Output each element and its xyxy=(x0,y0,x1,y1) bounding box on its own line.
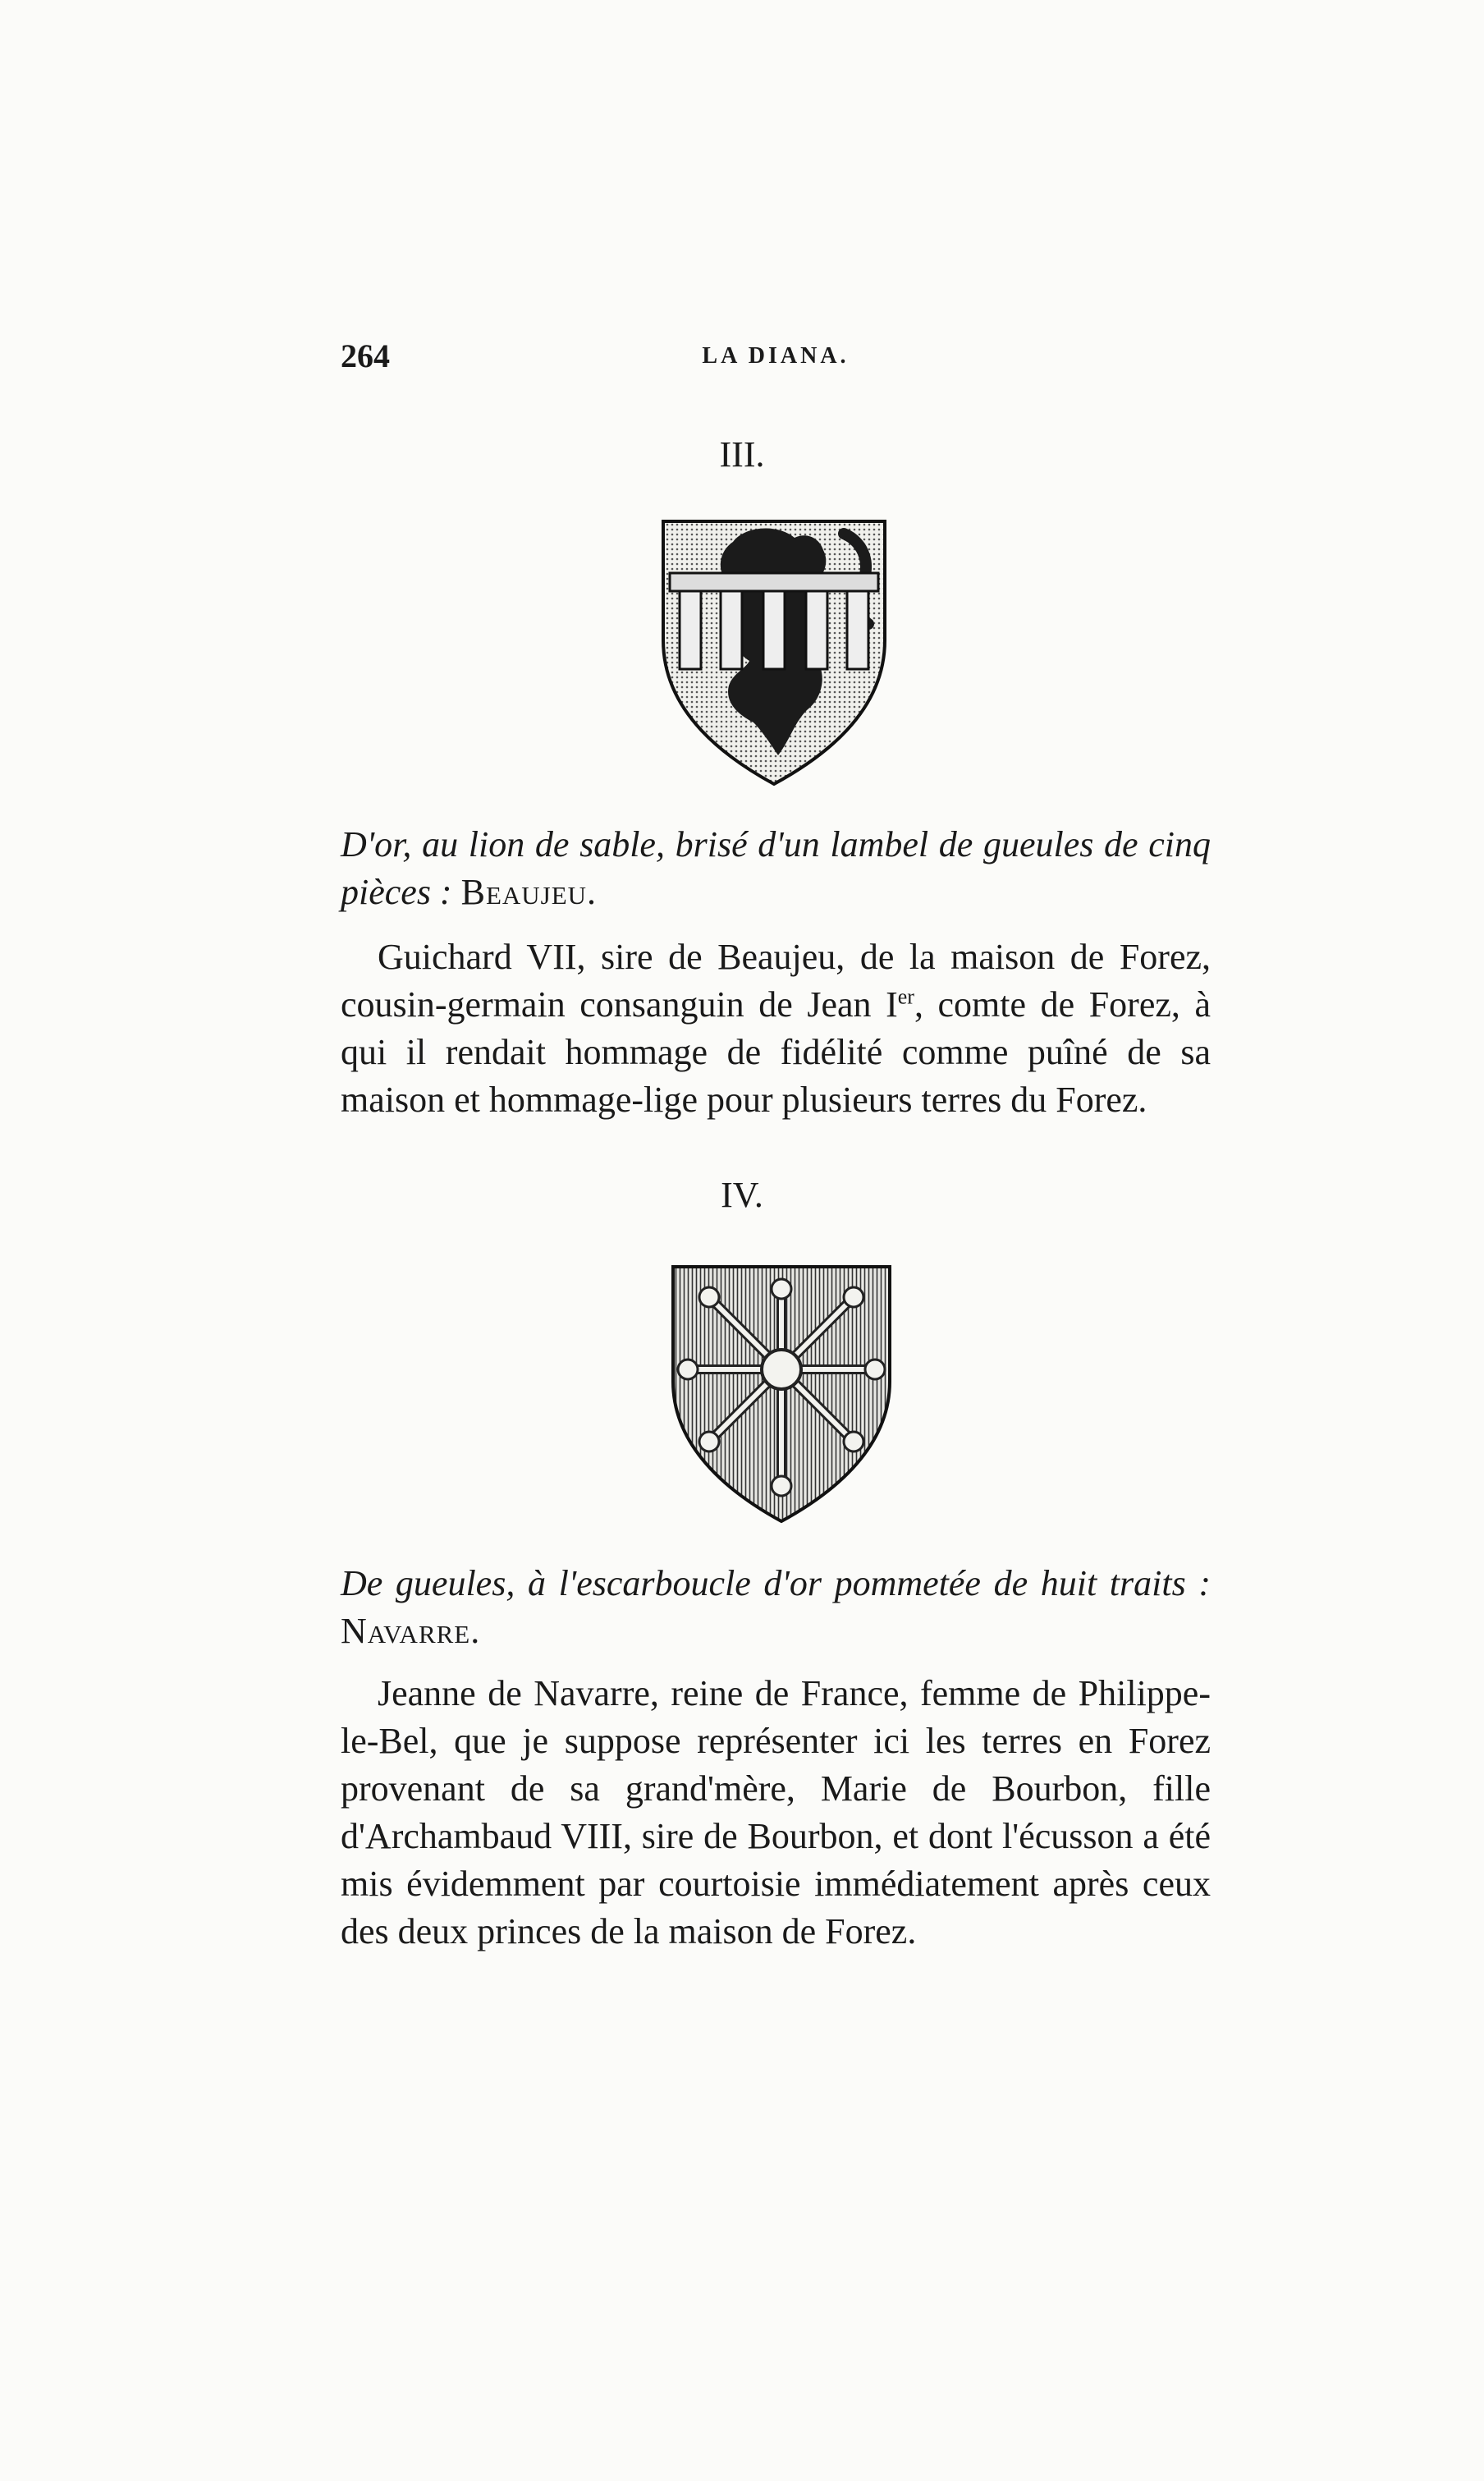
blazon-text: D'or, au lion de sable, brisé d'un lambel de gueules de cinq pièces : xyxy=(341,824,1211,912)
blazon-navarre xyxy=(341,1560,1211,1655)
paragraph-guichard xyxy=(341,933,1211,1124)
paragraph-jeanne: Jeanne de Navarre, reine de France, femme de Philippe-le-Bel, que je suppose représenter ici les terres en Forez provenant de sa grand'mère, Marie de Bourbon, fille d'Archambaud VIII, sire de Bourbon, et dont l'écusson a été mis évidemment par courtoisie immédiatement après ceux des deux princes de la maison de Forez. xyxy=(341,1673,1211,1951)
blazon-name: Beaujeu. xyxy=(460,872,598,912)
running-title: LA DIANA. xyxy=(702,343,850,369)
paragraph-text-cont: , comte de Forez, à qui il rendait hommage de fidélité comme puîné de sa maison et hommage-lige pour plusieurs terres du Forez. xyxy=(341,984,1211,1120)
page-header xyxy=(341,337,1211,386)
paragraph-text: Guichard VII, sire de Beaujeu, de la maison de Forez, cousin-germain consanguin de Jean I xyxy=(341,937,1211,1025)
superscript: er xyxy=(897,984,914,1009)
blazon-beaujeu xyxy=(341,821,1211,916)
shield-escarbuncle-icon xyxy=(666,1263,896,1525)
page-number: 264 xyxy=(341,337,390,374)
shield-lion-lambel-icon xyxy=(655,517,893,788)
section-numeral-iv: IV. xyxy=(721,1175,763,1215)
section-numeral-iii: III. xyxy=(719,434,765,475)
blazon-name: Navarre. xyxy=(341,1611,481,1651)
blazon-text: De gueules, à l'escarboucle d'or pommetée de huit traits : xyxy=(341,1563,1211,1603)
